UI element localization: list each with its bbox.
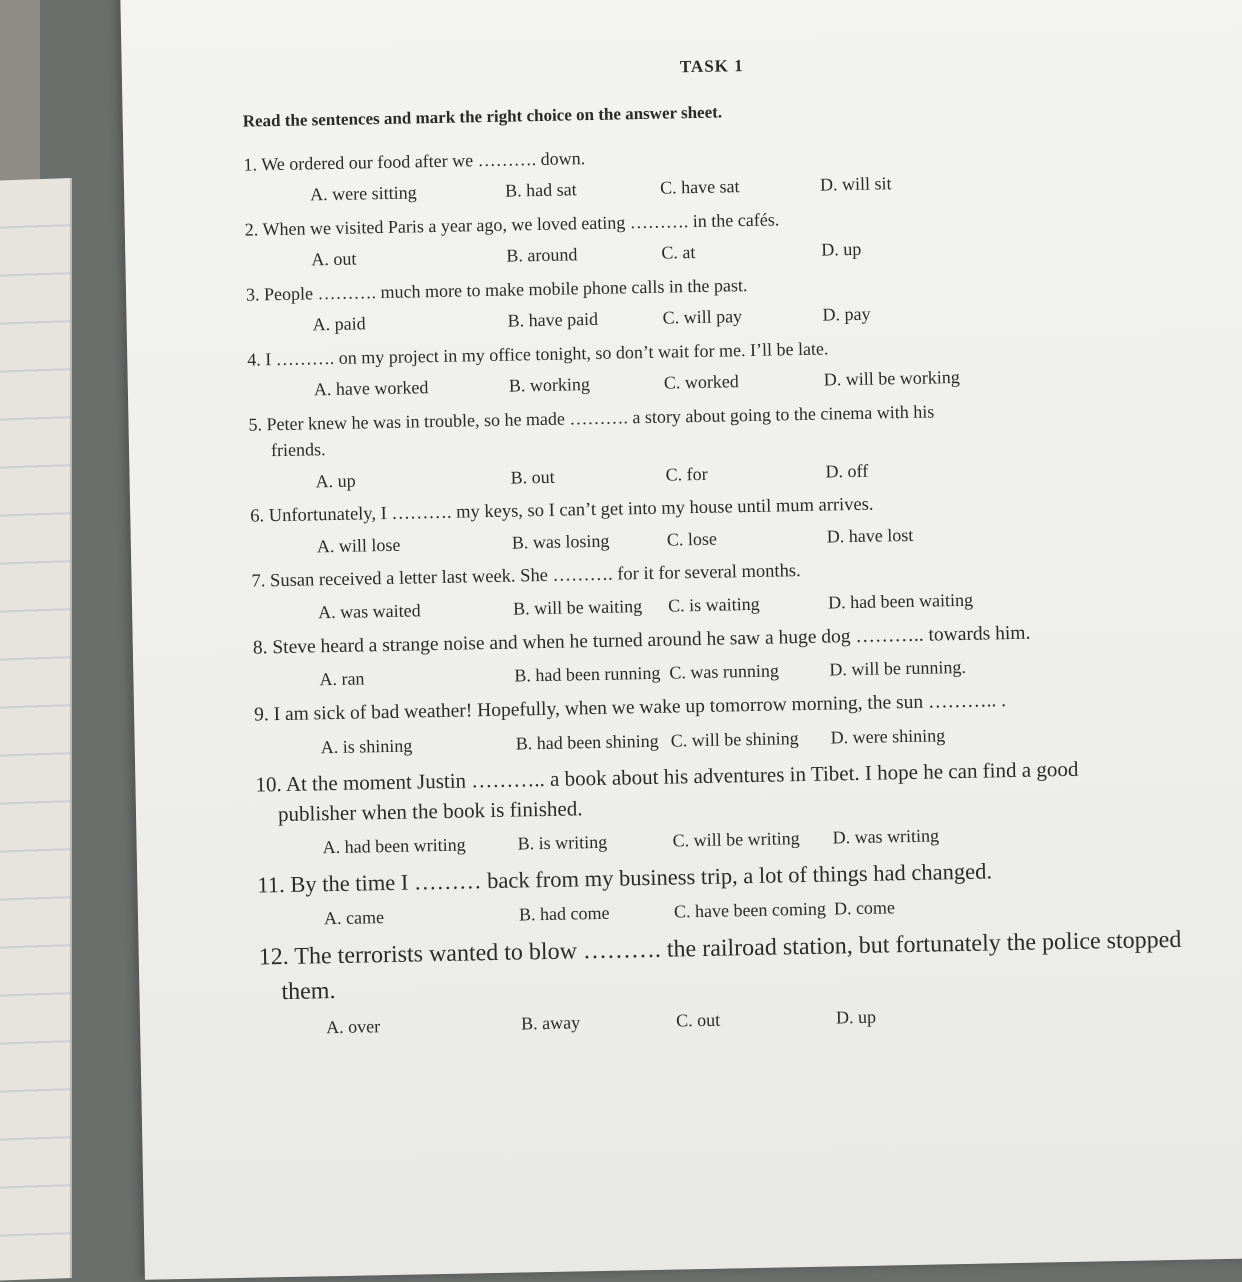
answer-option-b: B. out <box>510 466 555 488</box>
question-text: 5. Peter knew he was in trouble, so he made ………. a story about going to the cinema with his <box>248 401 935 435</box>
answer-option-a: A. is shining <box>320 735 413 758</box>
question-text: 11. By the time I ……… back from my business trip, a lot of things had changed. <box>257 858 993 898</box>
question-8 <box>253 616 1234 692</box>
answer-option-d: D. was writing <box>832 825 940 848</box>
question-text-continued: publisher when the book is finished. <box>277 796 583 827</box>
answer-option-a: A. ran <box>319 668 365 690</box>
question-11 <box>257 850 1238 930</box>
question-12 <box>258 922 1240 1039</box>
answer-option-c: C. worked <box>663 371 740 394</box>
answer-option-a: A. paid <box>312 313 366 335</box>
answer-option-b: B. had sat <box>504 179 577 201</box>
answer-option-a: A. will lose <box>316 535 401 557</box>
task-title: TASK 1 <box>679 56 744 77</box>
question-5 <box>248 393 1229 493</box>
question-text: 4. I ………. on my project in my office tonight, so don’t wait for me. I’ll be late. <box>247 338 829 370</box>
answer-option-a: A. came <box>323 907 385 929</box>
answer-option-d: D. come <box>833 897 896 919</box>
question-text: 9. I am sick of bad weather! Hopefully, when we wake up tomorrow morning, the sun ……….. . <box>253 690 1007 727</box>
answer-option-b: B. away <box>520 1012 581 1034</box>
answer-option-c: C. was running <box>669 660 780 684</box>
question-7 <box>251 550 1232 625</box>
answer-option-a: A. over <box>325 1016 381 1038</box>
instruction-text: Read the sentences and mark the right choice on the answer sheet. <box>242 102 723 131</box>
answer-option-d: D. off <box>825 460 869 482</box>
answer-option-b: B. had been running <box>514 663 661 687</box>
question-1 <box>243 133 1224 207</box>
answer-option-b: B. had come <box>518 902 610 925</box>
answer-option-d: D. will be running. <box>829 657 967 680</box>
answer-option-b: B. have paid <box>507 309 599 331</box>
question-text: 2. When we visited Paris a year ago, we loved eating ………. in the cafés. <box>244 209 780 240</box>
question-text: 1. We ordered our food after we ………. down. <box>243 148 586 175</box>
question-10 <box>255 750 1237 859</box>
answer-option-c: C. lose <box>666 529 718 550</box>
answer-option-d: D. have lost <box>826 525 914 547</box>
question-9 <box>254 683 1235 759</box>
question-text: 6. Unfortunately, I ………. my keys, so I can’t get into my house until mum arrives. <box>250 494 874 527</box>
answer-option-d: D. up <box>835 1006 877 1028</box>
answer-option-c: C. for <box>665 463 708 485</box>
answer-option-b: B. had been shining <box>515 730 659 754</box>
notebook-background <box>0 178 72 1282</box>
question-4 <box>247 328 1228 402</box>
question-2 <box>245 198 1226 272</box>
answer-option-a: A. out <box>311 248 357 270</box>
answer-option-b: B. will be waiting <box>512 596 643 619</box>
answer-option-b: B. around <box>506 244 578 266</box>
answer-option-d: D. up <box>821 239 862 260</box>
answer-option-c: C. will be shining <box>670 727 799 751</box>
question-text: 8. Steve heard a strange noise and when he turned around he saw a huge dog ……….. towards him. <box>252 622 1031 659</box>
question-3 <box>246 263 1227 337</box>
answer-option-c: C. is waiting <box>667 594 760 616</box>
question-text: 12. The terrorists wanted to blow ………. the railroad station, but fortunately the police stopped <box>258 927 1182 971</box>
notebook-lines <box>0 178 70 1282</box>
answer-option-c: C. will pay <box>662 306 743 328</box>
answer-option-d: D. were shining <box>830 725 946 748</box>
answer-option-a: A. have worked <box>313 377 429 400</box>
worksheet-paper <box>120 0 1242 1280</box>
answer-option-c: C. have sat <box>659 176 740 198</box>
answer-option-a: A. was waited <box>317 600 421 623</box>
answer-option-d: D. will sit <box>819 173 892 195</box>
question-text: 10. At the moment Justin ……….. a book about his adventures in Tibet. I hope he can find a good <box>255 756 1079 797</box>
answer-option-c: C. will be writing <box>672 827 800 851</box>
answer-option-b: B. is writing <box>517 831 608 854</box>
answer-option-a: A. were sitting <box>309 182 417 205</box>
question-text-continued: them. <box>281 978 336 1006</box>
answer-option-c: C. at <box>661 242 696 263</box>
answer-option-a: A. up <box>315 470 356 491</box>
answer-option-c: C. out <box>675 1009 721 1031</box>
question-6 <box>250 484 1231 559</box>
answer-option-d: D. had been waiting <box>827 589 974 613</box>
answer-option-c: C. have been coming <box>673 898 827 922</box>
answer-option-d: D. pay <box>822 303 871 325</box>
question-text: 7. Susan received a letter last week. She ………. for it for several months. <box>251 561 801 592</box>
question-list <box>243 133 1240 1039</box>
answer-option-b: B. was losing <box>511 531 610 553</box>
question-text: 3. People ………. much more to make mobile phone calls in the past. <box>245 275 748 305</box>
worksheet-content <box>242 47 1241 1043</box>
answer-option-a: A. had been writing <box>322 834 466 857</box>
answer-option-d: D. will be working <box>823 367 960 390</box>
answer-option-b: B. working <box>508 374 591 396</box>
question-text-continued: friends. <box>270 439 326 461</box>
